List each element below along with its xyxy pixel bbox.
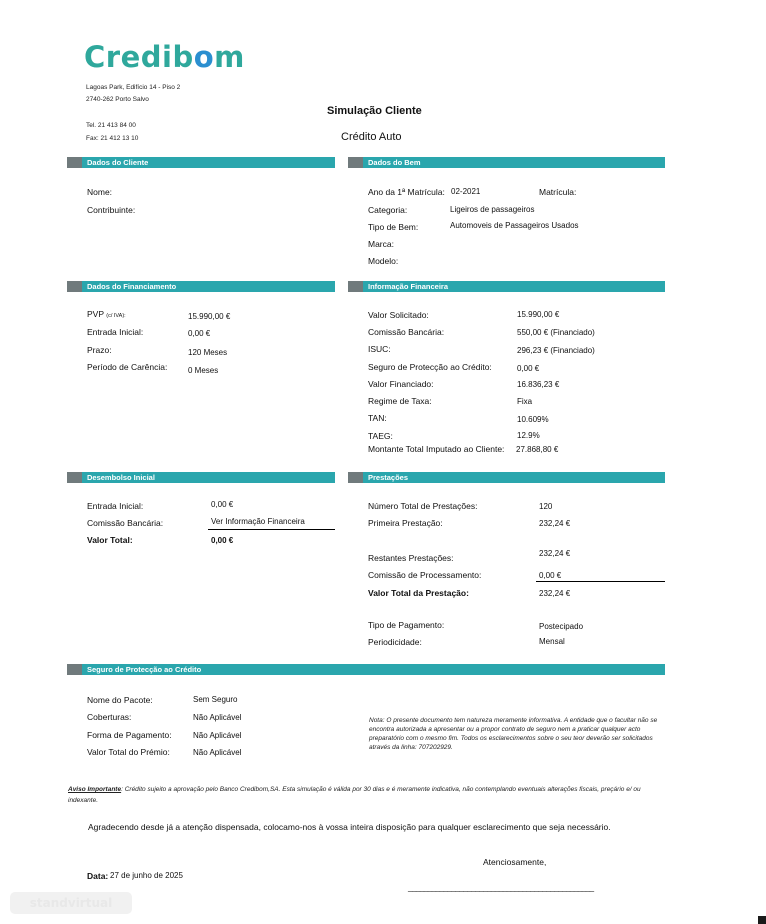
aviso-importante — [68, 784, 668, 806]
bem-categoria-label: Categoria: — [368, 205, 408, 215]
fin-entrada-value: 0,00 € — [188, 329, 211, 338]
phone-number: Tel. 21 413 84 00 — [86, 122, 136, 129]
fin-carencia-value: 0 Meses — [188, 366, 219, 375]
desembolso-entrada-label: Entrada Inicial: — [87, 501, 144, 511]
fax-number: Fax: 21 412 13 10 — [86, 135, 139, 142]
fin-pvp-label: PVP (c/ IVA): — [87, 309, 126, 319]
desembolso-total-value: 0,00 € — [211, 536, 234, 545]
seguro-forma-value: Não Aplicável — [193, 731, 242, 740]
prest-restantes-label: Restantes Prestações: — [368, 553, 454, 563]
prest-periodicidade-label: Periodicidade: — [368, 637, 422, 647]
seguro-pacote-value: Sem Seguro — [193, 695, 238, 704]
info-financiado-label: Valor Financiado: — [368, 379, 434, 389]
prest-pagamento-label: Tipo de Pagamento: — [368, 620, 445, 630]
info-regime-value: Fixa — [517, 397, 533, 406]
fin-prazo-label: Prazo: — [87, 345, 112, 355]
credibom-logo: Credibom — [84, 40, 245, 74]
info-mtic-label: Montante Total Imputado ao Cliente: — [368, 444, 505, 454]
info-seguro-value: 0,00 € — [517, 364, 540, 373]
seguro-coberturas-label: Coberturas: — [87, 712, 132, 722]
prest-pagamento-value: Postecipado — [539, 622, 584, 631]
data-value: 27 de junho de 2025 — [110, 871, 183, 880]
aviso-text: : Crédito sujeito a aprovação pelo Banco Credibom,SA. Esta simulação é válida por 30 dias e é meramente indicativa, não contemplando eventuais alterações fiscais, preçário e/ ou indexante. — [68, 786, 641, 804]
prest-total-value: 232,24 € — [539, 589, 571, 598]
prest-primeira-value: 232,24 € — [539, 519, 571, 528]
signature-line: _______________________________________________ — [408, 883, 594, 892]
prest-periodicidade-value: Mensal — [539, 637, 565, 646]
document-subtitle: Crédito Auto — [341, 131, 402, 143]
seguro-premio-label: Valor Total do Prémio: — [87, 747, 170, 757]
info-comissao-label: Comissão Bancária: — [368, 327, 445, 337]
info-tan-value: 10.609% — [517, 415, 549, 424]
logo-o-glyph: o — [193, 40, 215, 74]
info-comissao-value: 550,00 € (Financiado) — [517, 328, 595, 337]
corner-mark — [758, 916, 766, 924]
cliente-contribuinte-label: Contribuinte: — [87, 205, 136, 215]
seguro-disclaimer-note: Nota: O presente documento tem natureza meramente informativa. A entidade que o facultar não se encontra autorizada a apresentar ou a propor contrato de seguro nem a praticar qualquer acto preparatório com o mesmo fim. Todos os esclarecimentos sobre o seu teor deverão ser solicitados através da linha: 707202929. — [369, 717, 658, 751]
prest-numero-value: 120 — [539, 502, 553, 511]
bem-marca-label: Marca: — [368, 239, 394, 249]
desembolso-total-label: Valor Total: — [87, 535, 133, 545]
bem-categoria-value: Ligeiros de passageiros — [450, 205, 535, 214]
info-tan-label: TAN: — [368, 413, 387, 423]
seguro-coberturas-value: Não Aplicável — [193, 713, 242, 722]
bem-tipo-value: Automoveis de Passageiros Usados — [450, 221, 579, 230]
info-isuc-label: ISUC: — [368, 344, 391, 354]
bem-ano-label: Ano da 1ª Matrícula: — [368, 187, 445, 197]
agradecimento-text: Agradecendo desde já a atenção dispensada, colocamo-nos à vossa inteira disposição para qualquer esclarecimento que seja necessário. — [88, 822, 611, 832]
section-header-bem: Dados do Bem — [348, 157, 665, 168]
info-financiado-value: 16.836,23 € — [517, 380, 560, 389]
fin-carencia-label: Período de Carência: — [87, 362, 168, 372]
bem-matricula-label: Matrícula: — [539, 187, 577, 197]
prest-primeira-label: Primeira Prestação: — [368, 518, 443, 528]
section-header-seguro: Seguro de Protecção ao Crédito — [67, 664, 665, 675]
data-label: Data: — [87, 871, 109, 881]
cliente-nome-label: Nome: — [87, 187, 113, 197]
address-line-2: 2740-262 Porto Salvo — [86, 96, 149, 103]
info-regime-label: Regime de Taxa: — [368, 396, 432, 406]
seguro-premio-value: Não Aplicável — [193, 748, 242, 757]
bem-modelo-label: Modelo: — [368, 256, 399, 266]
desembolso-comissao-value: Ver Informação Financeira — [211, 517, 305, 526]
info-taeg-label: TAEG: — [368, 431, 393, 441]
prest-restantes-value: 232,24 € — [539, 549, 571, 558]
aviso-label: Aviso Importante — [68, 786, 122, 793]
desembolso-comissao-label: Comissão Bancária: — [87, 518, 164, 528]
section-header-prestacoes: Prestações — [348, 472, 665, 483]
prest-processamento-value: 0,00 € — [539, 571, 562, 580]
standvirtual-watermark: standvirtual — [10, 892, 132, 914]
desembolso-sum-rule — [208, 529, 335, 530]
section-header-financiamento: Dados do Financiamento — [67, 281, 335, 292]
info-solicitado-value: 15.990,00 € — [517, 310, 560, 319]
section-header-info-financeira: Informação Financeira — [348, 281, 665, 292]
atenciosamente-text: Atenciosamente, — [483, 857, 547, 867]
fin-pvp-value: 15.990,00 € — [188, 312, 231, 321]
info-isuc-value: 296,23 € (Financiado) — [517, 346, 595, 355]
section-header-desembolso: Desembolso Inicial — [67, 472, 335, 483]
fin-prazo-value: 120 Meses — [188, 348, 228, 357]
prest-numero-label: Número Total de Prestações: — [368, 501, 478, 511]
info-solicitado-label: Valor Solicitado: — [368, 310, 429, 320]
section-header-cliente: Dados do Cliente — [67, 157, 335, 168]
document-title: Simulação Cliente — [327, 105, 422, 117]
desembolso-entrada-value: 0,00 € — [211, 500, 234, 509]
seguro-pacote-label: Nome do Pacote: — [87, 695, 153, 705]
seguro-forma-label: Forma de Pagamento: — [87, 730, 172, 740]
prest-total-label: Valor Total da Prestação: — [368, 588, 469, 598]
prestacoes-sum-rule — [536, 581, 665, 582]
bem-tipo-label: Tipo de Bem: — [368, 222, 419, 232]
prest-processamento-label: Comissão de Processamento: — [368, 570, 482, 580]
info-mtic-value: 27.868,80 € — [516, 445, 559, 454]
info-seguro-label: Seguro de Protecção ao Crédito: — [368, 362, 492, 372]
bem-ano-value: 02-2021 — [451, 187, 481, 196]
fin-pvp-note: (c/ IVA): — [106, 313, 126, 319]
address-line-1: Lagoas Park, Edifício 14 - Piso 2 — [86, 84, 181, 91]
fin-entrada-label: Entrada Inicial: — [87, 327, 144, 337]
info-taeg-value: 12.9% — [517, 431, 540, 440]
